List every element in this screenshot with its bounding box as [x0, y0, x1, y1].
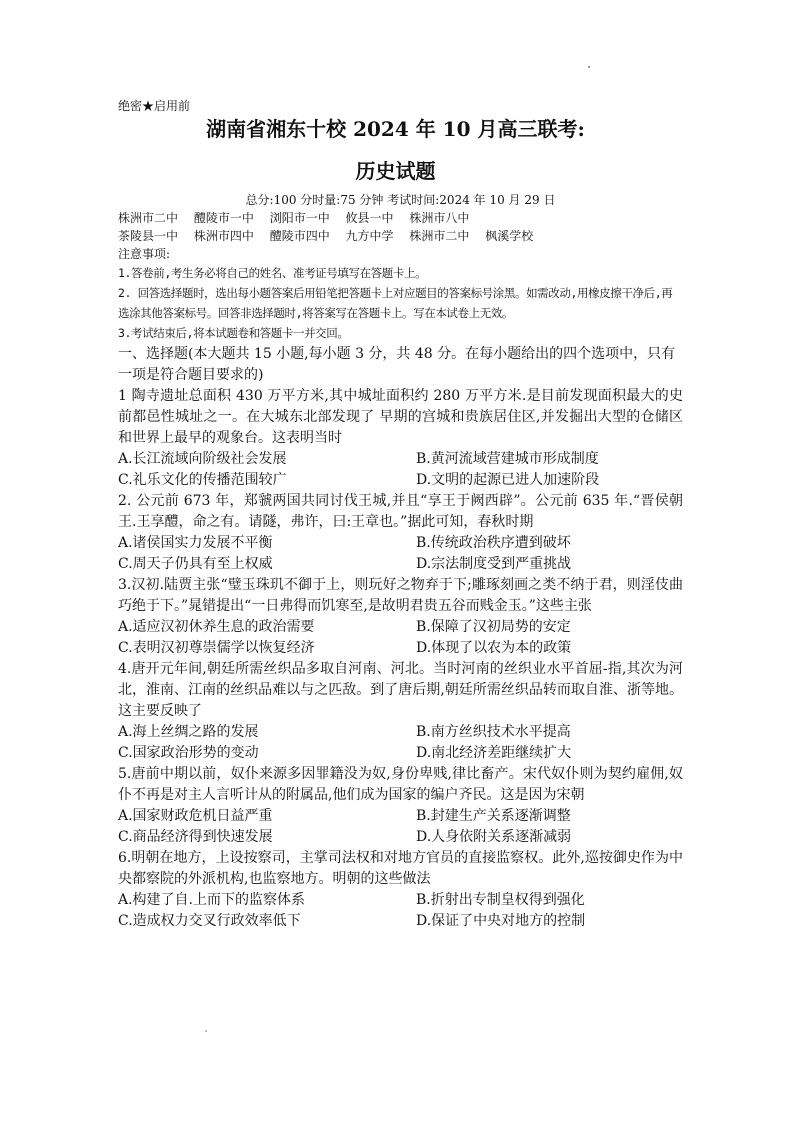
option-c: C.商品经济得到快速发展 — [118, 829, 273, 845]
school-name: 浏阳市一中 — [269, 211, 330, 225]
question-5 — [118, 764, 683, 848]
exam-page — [118, 97, 683, 932]
question-4 — [118, 659, 683, 764]
option-b: B.封建生产关系逐渐调整 — [416, 808, 571, 824]
exam-title: 湖南省湘东十校 2024 年 10 月高三联考: — [206, 117, 585, 141]
question-6 — [118, 848, 683, 932]
option-c: C.周天子仍具有至上权威 — [118, 556, 273, 572]
option-a: A.构建了自.上而下的监察体系 — [118, 892, 306, 908]
school-name: 九方中学 — [345, 229, 394, 243]
option-d: D.文明的起源已进人加速阶段 — [416, 472, 600, 488]
question-options — [118, 722, 683, 764]
school-name: 株洲市二中 — [409, 229, 470, 243]
option-b: B.折射出专制皇权得到强化 — [416, 892, 585, 908]
option-c: C.礼乐文化的传播范围较广 — [118, 472, 287, 488]
question-options — [118, 449, 683, 491]
question-stem: 6.明朝在地方，上设按察司，主掌司法权和对地方官员的直接监察权。此外,巡按御史作为中央都察院的外派机构,也监察地方。明朝的这些做法 — [118, 850, 683, 887]
option-a: A.国家财政危机日益严重 — [118, 808, 273, 824]
question-stem: 1 陶寺遗址总面积 430 万平方米,其中城址面积约 280 万平方米.是目前发现面积最大的史前都邑性城址之一。在大城东北部发现了 早期的宫城和贵族居住区,并发掘出大型的仓储区和世界上最早的观象台。这表明当时 — [118, 388, 683, 446]
option-b: B.传统政治秩序遭到破坏 — [416, 535, 571, 551]
notice-item: 3.考试结束后,将本试题卷和答题卡一并交回。 — [118, 326, 349, 340]
option-c: C.国家政治形势的变动 — [118, 745, 259, 761]
school-name: 茶陵县一中 — [118, 229, 179, 243]
question-options — [118, 890, 683, 932]
exam-info: 总分:100 分时量:75 分钟 考试时间:2024 年 10 月 29 日 — [245, 193, 556, 207]
school-name: 株洲市四中 — [193, 229, 254, 243]
option-d: D.体现了以农为本的政策 — [416, 640, 572, 656]
school-name: 醴陵市四中 — [269, 229, 330, 243]
notice-item: 1.答卷前,考生务必将自己的姓名、准考证号填写在答题卡上。 — [118, 266, 427, 280]
option-a: A.长江流域向阶级社会发展 — [118, 451, 287, 467]
option-d: D.人身依附关系逐渐减弱 — [416, 829, 572, 845]
option-b: B.保障了汉初局势的安定 — [416, 619, 571, 635]
exam-subject: 历史试题 — [355, 159, 436, 183]
option-b: B.南方丝织技术水平提高 — [416, 724, 571, 740]
school-name: 攸县一中 — [345, 211, 394, 225]
question-stem: 4.唐开元年间,朝廷所需丝织品多取自河南、河北。当时河南的丝织业水平首屈-指,其次为河北，淮南、江南的丝织品难以与之匹敌。到了唐后期,朝廷所需丝织品转而取自淮、浙等地。这主要反映了 — [118, 661, 683, 719]
notice-title: 注意事项: — [118, 247, 171, 261]
school-name: 株洲市二中 — [118, 211, 179, 225]
question-options — [118, 617, 683, 659]
option-a: A.适应汉初休养生息的政治需要 — [118, 619, 315, 635]
scan-speck — [588, 66, 590, 68]
question-stem: 5.唐前中期以前，奴仆来源多因罪籍没为奴,身份卑贱,律比畜产。宋代奴仆则为契约雇佣,奴仆不再是对主人言听计从的附属品,他们成为国家的编户齐民。这是因为宋朝 — [118, 766, 683, 803]
option-a: A.海上丝绸之路的发展 — [118, 724, 259, 740]
school-list-row-1 — [118, 209, 683, 227]
school-list-row-2 — [118, 227, 683, 245]
option-d: D.宗法制度受到严重挑战 — [416, 556, 572, 572]
confidential-label: 绝密★启用前 — [118, 99, 191, 113]
question-3 — [118, 575, 683, 659]
question-options — [118, 806, 683, 848]
school-name: 醴陵市一中 — [193, 211, 254, 225]
option-a: A.诸侯国实力发展不平衡 — [118, 535, 273, 551]
notice-item: 2. 回答选择题时，选出每小题答案后用铅笔把答题卡上对应题目的答案标号涂黑。如需改动,用橡皮擦干净后,再选涂其他答案标号。回答非选择题时,将答案写在答题卡上。写在本试卷上无效。 — [118, 286, 673, 320]
school-name: 株洲市八中 — [409, 211, 470, 225]
question-2 — [118, 491, 683, 575]
scan-speck — [205, 1030, 207, 1032]
option-b: B.黄河流域营建城市形成制度 — [416, 451, 599, 467]
section-heading: 一、选择题(本大题共 15 小题,每小题 3 分，共 48 分。在每小题给出的四个选项中，只有一项是符合题目要求的) — [118, 346, 676, 383]
option-c: C.表明汉初尊崇儒学以恢复经济 — [118, 640, 315, 656]
school-name: 枫溪学校 — [485, 229, 534, 243]
option-d: D.保证了中央对地方的控制 — [416, 913, 586, 929]
option-c: C.造成权力交叉行政效率低下 — [118, 913, 301, 929]
question-options — [118, 533, 683, 575]
question-1 — [118, 386, 683, 491]
question-stem: 2. 公元前 673 年，郑虢两国共同讨伐王城,并且“享王于阙西辟”。公元前 635 年.“晋侯朝王.王享醴，命之有。请隧，弗许，曰:王章也。”据此可知，春秋时期 — [118, 493, 683, 530]
option-d: D.南北经济差距继续扩大 — [416, 745, 572, 761]
question-stem: 3.汉初.陆贾主张“璧玉珠玑不御于上，则玩好之物弃于下;雕琢刻画之类不纳于君，则淫伎曲巧绝于下。”晁错提出“一日弗得而饥寒至,是故明君贵五谷而贱金玉。”这些主张 — [118, 577, 683, 614]
